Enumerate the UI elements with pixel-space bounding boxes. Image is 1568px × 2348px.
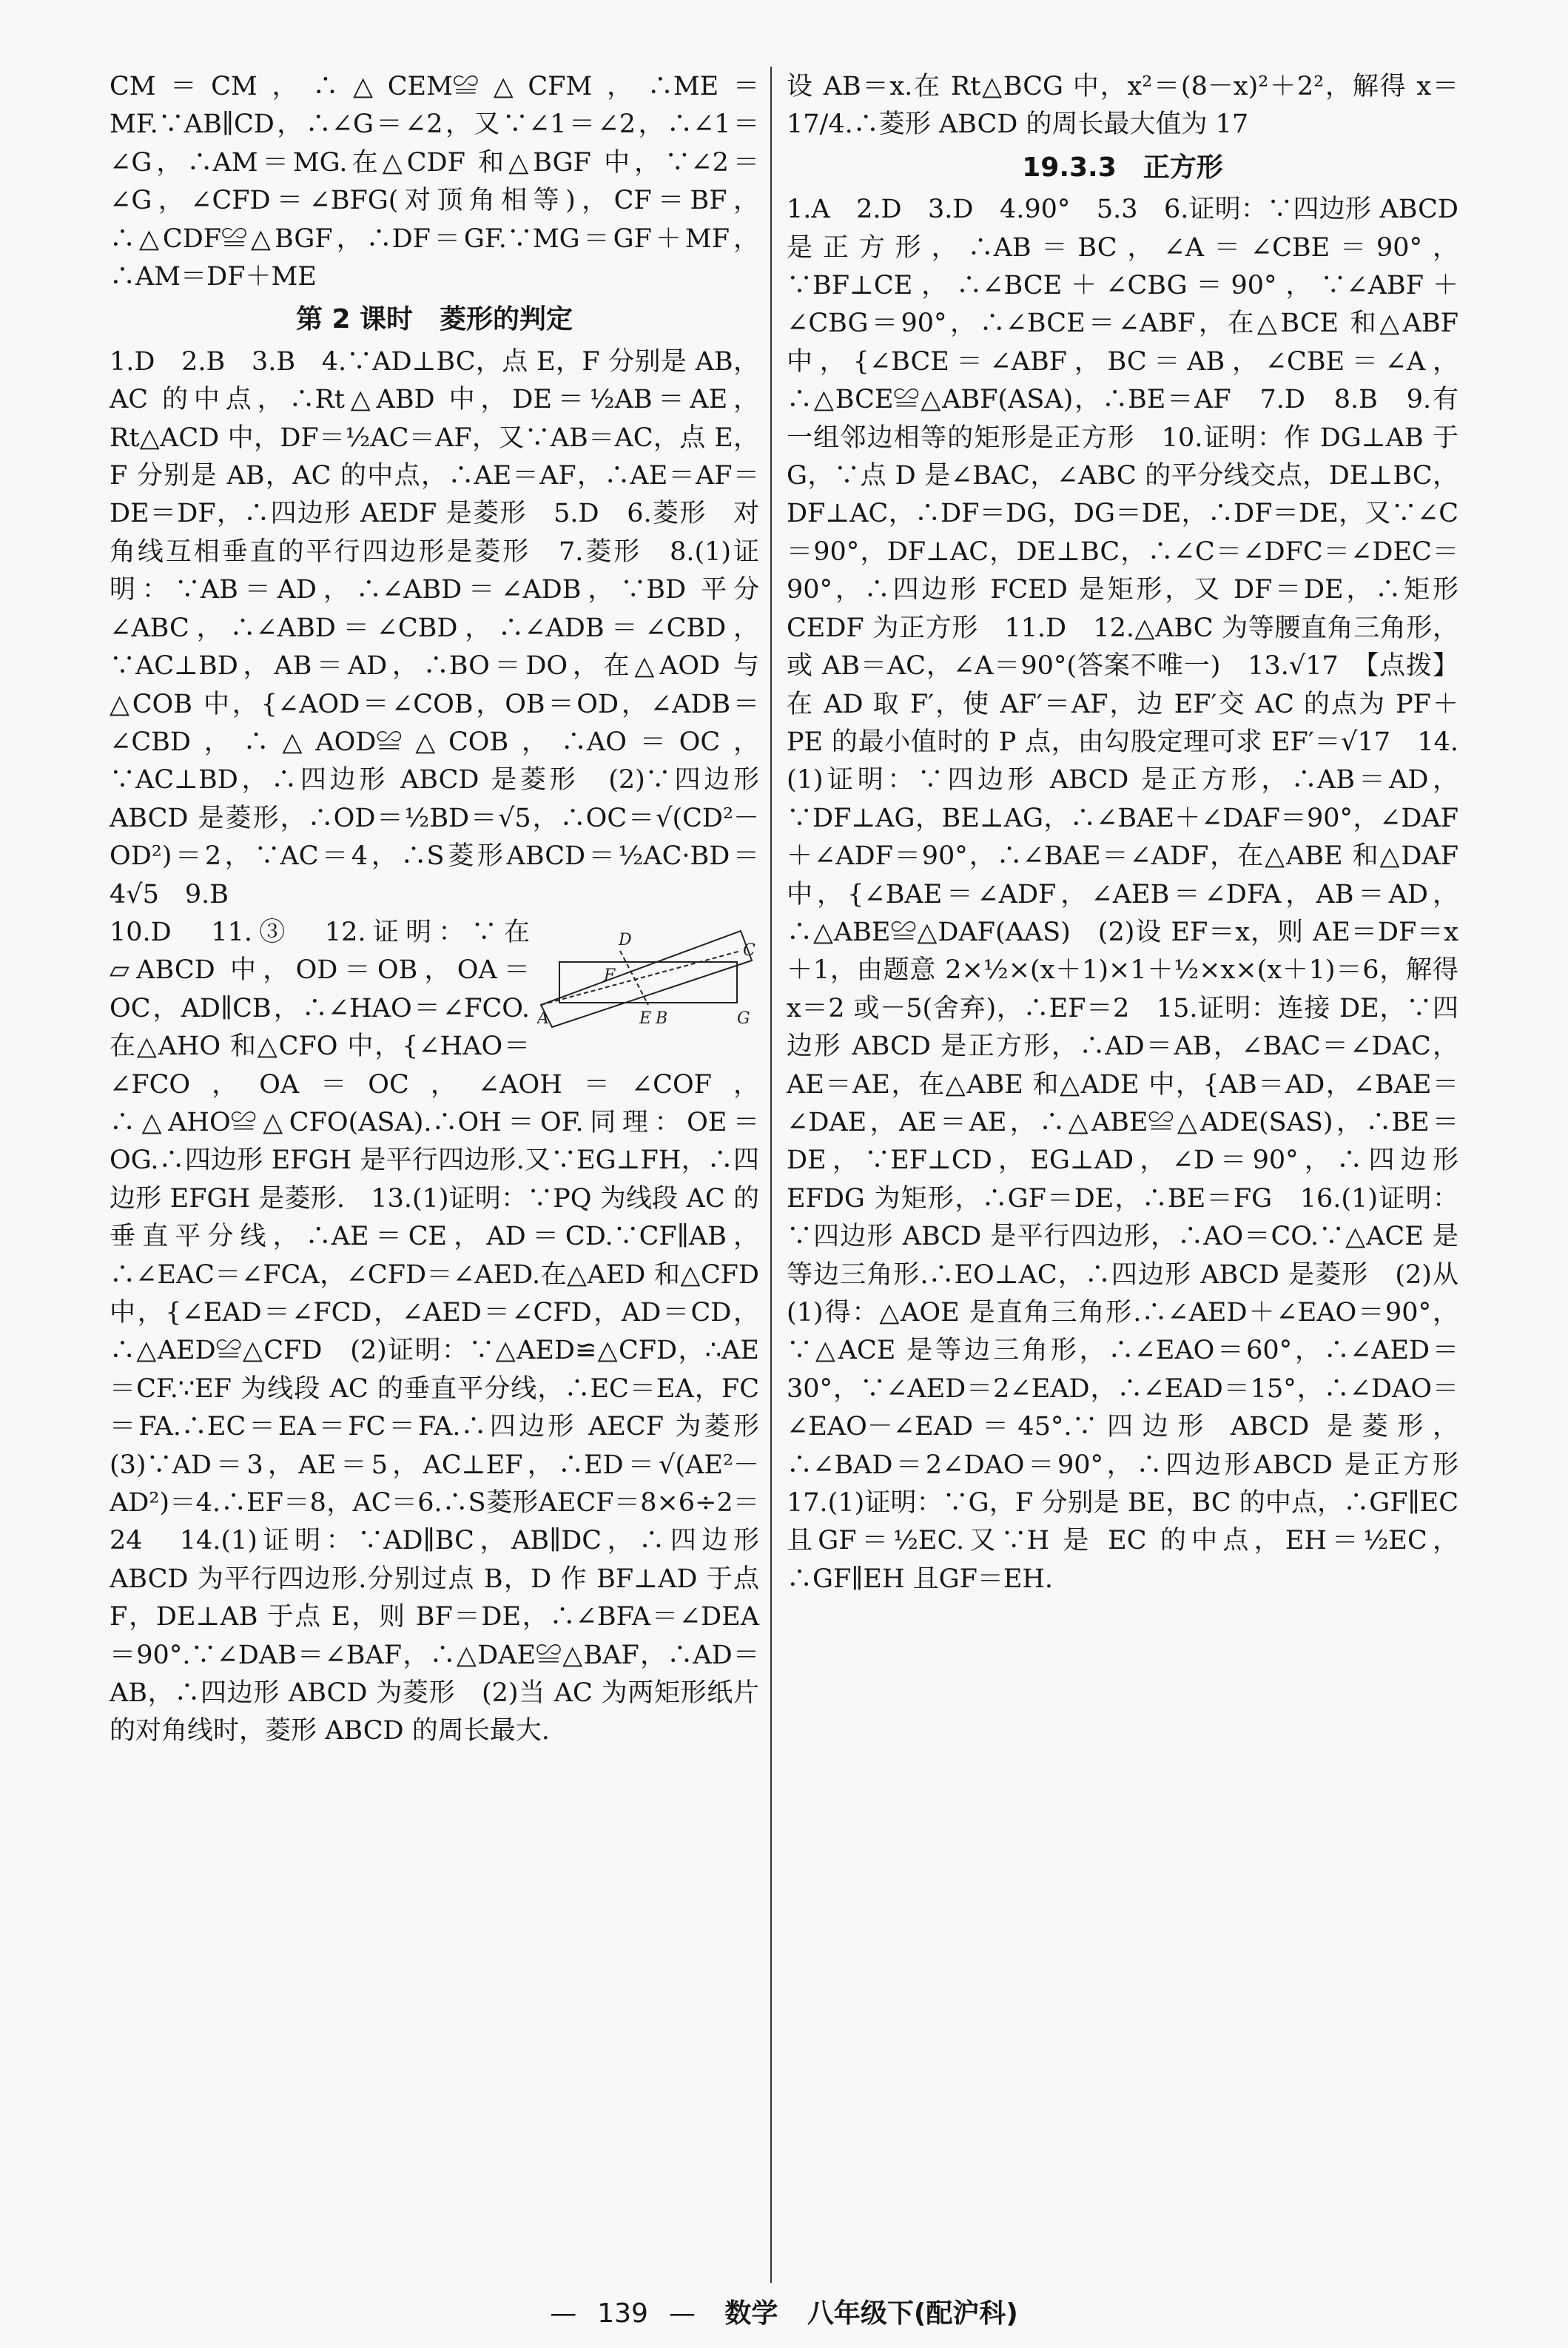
page-footer: — 139 — 数学 八年级下(配沪科) [550,2298,1018,2329]
answer-block: 1.A 2.D 3.D 4.90° 5.3 6.证明：∵四边形 ABCD 是正方形，∴AB＝BC，∠A＝∠CBE＝90°，∵BF⊥CE，∴∠BCE＋∠CBG＝90°，∵∠ABF＋∠CBG＝90°，∴∠BCE＝∠ABF，在△BCE 和△ABF 中，{∠BCE＝∠ABF，BC＝AB，∠CBE＝∠A，∴△BCE≌△ABF(ASA)，∴BE＝AF 7.D 8.B 9.有一组邻边相等的矩形是正方形 10.证明：作 DG⊥AB 于 G，∵点 D 是∠BAC，∠ABC 的平分线交点，DE⊥BC，DF⊥AC，∴DF＝DG，DG＝DE，∴DF＝DE，又∵∠C＝90°，DF⊥AC，DE⊥BC，∴∠C＝∠DFC＝∠DEC＝90°，∴四边形 FCED 是矩形，又 DF＝DE，∴矩形 CEDF 为正方形 11.D 12.△ABC 为等腰直角三角形，或 AB＝AC，∠A＝90°(答案不唯一) 13.√17 【点拨】在 AD 取 F′，使 AF′＝AF，边 EF′交 AC 的点为 PF＋PE 的最小值时的 P 点，由勾股定理可求 EF′＝√17 14.(1)证明：∵四边形 ABCD 是正方形，∴AB＝AD，∵DF⊥AG，BE⊥AG，∴∠BAE＋∠DAF＝90°，∠DAF＋∠ADF＝90°，∴∠BAE＝∠ADF，在△ABE 和△DAF 中，{∠BAE＝∠ADF，∠AEB＝∠DFA，AB＝AD，∴△ABE≌△DAF(AAS) (2)设 EF＝x，则 AE＝DF＝x＋1，由题意 2×½×(x＋1)×1＋½×x×(x＋1)＝6，解得 x＝2 或－5(舍弃)，∴EF＝2 15.证明：连接 DE，∵四边形 ABCD 是正方形，∴AD＝AB，∠BAC＝∠DAC，AE＝AE，在△ABE 和△ADE 中，{AB＝AD，∠BAE＝∠DAE，AE＝AE，∴△ABE≌△ADE(SAS)，∴BE＝DE，∵EF⊥CD，EG⊥AD，∠D＝90°，∴四边形 EFDG 为矩形，∴GF＝DE，∴BE＝FG 16.(1)证明：∵四边形 ABCD 是平行四边形，∴AO＝CO.∵△ACE 是等边三角形.∴EO⊥AC，∴四边形 ABCD 是菱形 (2)从(1)得：△AOE 是直角三角形.∴∠AED＋∠EAO＝90°，∵△ACE 是等边三角形，∴∠EAO＝60°，∴∠AED＝30°，∵∠AED＝2∠EAD，∴∠EAD＝15°，∴∠DAO＝∠EAO－∠EAD＝45°.∵四边形 ABCD 是菱形，∴∠BAD＝2∠DAO＝90°，∴四边形ABCD 是正方形 17.(1)证明：∵G，F 分别是 BE，BC 的中点，∴GF∥EC 且GF＝½EC.又∵H 是 EC 的中点，EH＝½EC，∴GF∥EH 且GF＝EH. [787,195,1485,1594]
figure-label: G [737,1009,750,1028]
left-column [110,68,786,1751]
figure-label: E [639,1009,652,1028]
right-column [787,68,1485,1598]
answer-block: D C F E A B G 10.D 11.③ 12.证明：∵在▱ABCD 中，OD＝OB，OA＝OC，AD∥CB，∴∠HAO＝∠FCO.在△AHO 和△CFO 中，{∠HAO＝∠FCO，OA＝OC，∠AOH＝∠COF，∴△AHO≌△CFO(ASA).∴OH＝OF.同理：OE＝OG.∴四边形 EFGH 是平行四边形.又∵EG⊥FH，∴四边形 EFGH 是菱形. 13.(1)证明：∵PQ 为线段 AC 的垂直平分线，∴AE＝CE，AD＝CD.∵CF∥AB，∴∠EAC＝∠FCA，∠CFD＝∠AED.在△AED 和△CFD 中，{∠EAD＝∠FCD，∠AED＝∠CFD，AD＝CD，∴△AED≌△CFD (2)证明：∵△AED≌△CFD，∴AE＝CF.∵EF 为线段 AC 的垂直平分线，∴EC＝EA，FC＝FA.∴EC＝EA＝FC＝FA.∴四边形 AECF 为菱形 (3)∵AD＝3，AE＝5，AC⊥EF，∴ED＝√(AE²－AD²)＝4.∴EF＝8，AC＝6.∴S菱形AECF＝8×6÷2＝24 14.(1)证明：∵AD∥BC，AB∥DC，∴四边形 ABCD 为平行四边形.分别过点 B，D 作 BF⊥AD 于点 F，DE⊥AB 于点 E，则 BF＝DE，∴∠BFA＝∠DEA＝90°.∵∠DAB＝∠BAF，∴△DAE≌△BAF，∴AD＝AB，∴四边形 ABCD 为菱形 (2)当 AC 为两矩形纸片的对角线时，菱形 ABCD 的周长最大. [110,917,786,1746]
figure-label: C [743,941,756,960]
figure-label: A [537,1009,549,1028]
section-heading: 19.3.3 正方形 [1022,152,1223,183]
figure-label: B [656,1009,668,1028]
section-heading: 第 2 课时 菱形的判定 [295,304,573,335]
figure-label: D [619,930,632,949]
rect-strip-horizontal [559,962,737,1003]
answer-block: 设 AB＝x.在 Rt△BCG 中，x²＝(8－x)²＋2²，解得 x＝17/4.∴菱形 ABCD 的周长最大值为 17 [787,72,1458,140]
answer-block: CM＝CM，∴△CEM≌△CFM，∴ME＝MF.∵AB∥CD，∴∠G＝∠2，又∵∠1＝∠2，∴∠1＝∠G，∴AM＝MG.在△CDF 和△BGF 中，∵∠2＝∠G，∠CFD＝∠BFG(对顶角相等)，CF＝BF，∴△CDF≌△BGF，∴DF＝GF.∵MG＝GF＋MF，∴AM＝DF＋ME [110,72,759,292]
figure-label: F [604,966,616,985]
rhombus-figure [537,921,759,1036]
page-number: 139 [597,2298,648,2329]
grade-label: 八年级下(配沪科) [807,2298,1018,2329]
subject-label: 数学 [724,2298,778,2329]
answer-block: 1.D 2.B 3.B 4.∵AD⊥BC，点 E，F 分别是 AB，AC 的中点，∴Rt△ABD 中，DE＝½AB＝AE，Rt△ACD 中，DF＝½AC＝AF，又∵AB＝AC，点 E，F 分别是 AB，AC 的中点，∴AE＝AF，∴AE＝AF＝DE＝DF，∴四边形 AEDF 是菱形 5.D 6.菱形 对角线互相垂直的平行四边形是菱形 7.菱形 8.(1)证明：∵AB＝AD，∴∠ABD＝∠ADB，∵BD 平分∠ABC，∴∠ABD＝∠CBD，∴∠ADB＝∠CBD，∵AC⊥BD，AB＝AD，∴BO＝DO，在△AOD 与△COB 中，{∠AOD＝∠COB，OB＝OD，∠ADB＝∠CBD，∴△AOD≌△COB，∴AO＝OC，∵AC⊥BD，∴四边形 ABCD 是菱形 (2)∵四边形 ABCD 是菱形，∴OD＝½BD＝√5，∴OC＝√(CD²－OD²)＝2，∵AC＝4，∴S菱形ABCD＝½AC·BD＝4√5 9.B [110,346,759,909]
column-divider [770,67,772,2283]
